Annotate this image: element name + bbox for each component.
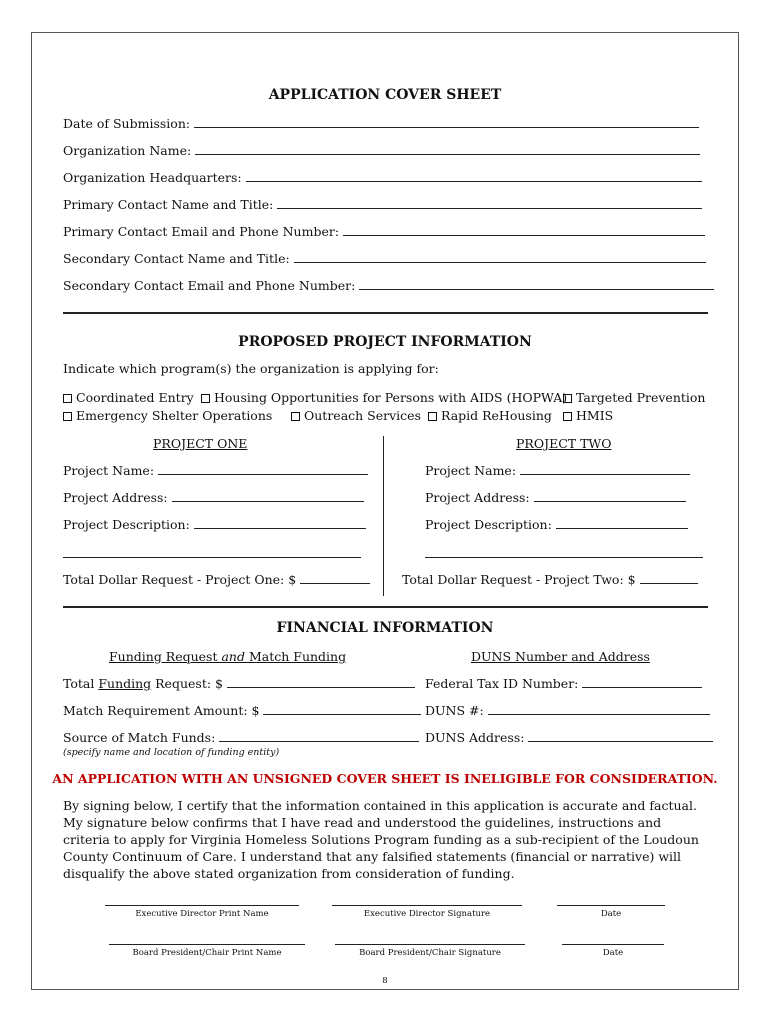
match-requirement-field[interactable]: [63, 703, 421, 718]
field-line[interactable]: [488, 703, 710, 715]
field-line[interactable]: [195, 143, 700, 155]
field-label: Project Description:: [425, 517, 552, 532]
primary-contact-email-field[interactable]: [63, 224, 705, 239]
field-label: Secondary Contact Email and Phone Number:: [63, 278, 356, 293]
field-line[interactable]: [534, 490, 686, 502]
field-line[interactable]: [277, 197, 702, 209]
field-label: Primary Contact Name and Title:: [63, 197, 274, 212]
organization-name-field[interactable]: [63, 143, 700, 158]
federal-tax-id-field[interactable]: [425, 676, 702, 691]
program-checkbox-hmis[interactable]: [563, 408, 613, 423]
exec-print-line[interactable]: [105, 905, 299, 906]
project-two-description-line[interactable]: [425, 557, 703, 558]
field-label: DUNS Address:: [425, 730, 525, 745]
project-one-name-field[interactable]: [63, 463, 368, 478]
duns-number-field[interactable]: [425, 703, 710, 718]
heading-text: Funding Request: [109, 649, 222, 664]
field-line[interactable]: [556, 517, 688, 529]
field-label: Project Name:: [63, 463, 155, 478]
page-title: APPLICATION COVER SHEET: [268, 87, 502, 103]
project-two-address-field[interactable]: [425, 490, 686, 505]
checkbox-label: Rapid ReHousing: [441, 408, 552, 423]
checkbox-icon[interactable]: [63, 412, 72, 421]
secondary-contact-name-field[interactable]: [63, 251, 706, 266]
field-line[interactable]: [520, 463, 690, 475]
field-line[interactable]: [300, 572, 370, 584]
checkbox-icon[interactable]: [201, 394, 210, 403]
checkbox-label: Outreach Services: [304, 408, 421, 423]
field-label: Federal Tax ID Number:: [425, 676, 579, 691]
field-label: Primary Contact Email and Phone Number:: [63, 224, 340, 239]
duns-address-field[interactable]: [425, 730, 713, 745]
field-label: Match Requirement Amount: $: [63, 703, 260, 718]
field-line[interactable]: [582, 676, 702, 688]
unsigned-warning: AN APPLICATION WITH AN UNSIGNED COVER SHEET IS INELIGIBLE FOR CONSIDERATION.: [52, 771, 718, 786]
program-checkbox-targeted-prevention[interactable]: [563, 390, 705, 405]
program-checkbox-hopwa[interactable]: [201, 390, 567, 405]
field-label: Project Address:: [425, 490, 530, 505]
section-divider: [63, 312, 708, 314]
date-line-1[interactable]: [557, 905, 665, 906]
project-section-title: PROPOSED PROJECT INFORMATION: [238, 334, 532, 350]
total-funding-request-field[interactable]: [63, 676, 415, 691]
field-label: Secondary Contact Name and Title:: [63, 251, 290, 266]
heading-text: Match Funding: [245, 649, 347, 664]
project-two-name-field[interactable]: [425, 463, 690, 478]
field-label: Project Description:: [63, 517, 190, 532]
primary-contact-name-field[interactable]: [63, 197, 702, 212]
checkbox-icon[interactable]: [291, 412, 300, 421]
checkbox-icon[interactable]: [63, 394, 72, 403]
board-print-label: Board President/Chair Print Name: [132, 948, 282, 958]
section-divider: [63, 606, 708, 608]
project-one-description-field[interactable]: [63, 517, 366, 532]
field-line[interactable]: [194, 517, 366, 529]
source-note: (specify name and location of funding entity): [63, 747, 280, 758]
checkbox-label: Coordinated Entry: [76, 390, 194, 405]
field-label: Request: $: [151, 676, 223, 691]
program-checkbox-outreach[interactable]: [291, 408, 421, 423]
field-label: Total Dollar Request - Project Two: $: [402, 572, 636, 587]
heading-text-italic: and: [221, 649, 245, 664]
program-checkbox-emergency-shelter[interactable]: [63, 408, 272, 423]
field-line[interactable]: [263, 703, 421, 715]
field-line[interactable]: [246, 170, 702, 182]
exec-sign-label: Executive Director Signature: [363, 909, 491, 919]
date-label-1: Date: [600, 909, 622, 919]
project-one-description-line[interactable]: [63, 557, 361, 558]
field-label: DUNS #:: [425, 703, 484, 718]
project-two-description-field[interactable]: [425, 517, 688, 532]
date-line-2[interactable]: [562, 944, 664, 945]
date-of-submission-field[interactable]: [63, 116, 699, 131]
field-label: Total: [63, 676, 99, 691]
certification-paragraph: By signing below, I certify that the information contained in this application is accurate and factual. My signature below confirms that I have read and understood the guidelines, instructions and criteria to apply for Virginia Homeless Solutions Program funding as a sub-recipient of the Loudoun County Continuum of Care. I understand that any falsified statements (financial or narrative) will disqualify the above stated organization from consideration of funding.: [63, 798, 699, 881]
checkbox-icon[interactable]: [428, 412, 437, 421]
exec-print-label: Executive Director Print Name: [135, 909, 269, 919]
checkbox-icon[interactable]: [563, 394, 572, 403]
duns-heading: DUNS Number and Address: [471, 649, 650, 664]
field-label: Date of Submission:: [63, 116, 191, 131]
date-label-2: Date: [602, 948, 624, 958]
project-one-total-field[interactable]: [63, 572, 370, 587]
field-line[interactable]: [158, 463, 368, 475]
field-label: Total Dollar Request - Project One: $: [63, 572, 297, 587]
board-print-line[interactable]: [109, 944, 305, 945]
field-label: Project Name:: [425, 463, 517, 478]
program-prompt: Indicate which program(s) the organization is applying for:: [63, 361, 439, 376]
exec-sign-line[interactable]: [332, 905, 522, 906]
field-line[interactable]: [640, 572, 698, 584]
funding-heading: [109, 649, 346, 664]
program-checkbox-rapid-rehousing[interactable]: [428, 408, 552, 423]
project-column-divider: [383, 436, 384, 596]
field-line[interactable]: [227, 676, 415, 688]
program-checkbox-coordinated-entry[interactable]: [63, 390, 194, 405]
checkbox-label: HMIS: [576, 408, 614, 423]
field-line[interactable]: [219, 730, 419, 742]
field-label: Source of Match Funds:: [63, 730, 216, 745]
checkbox-label: Targeted Prevention: [576, 390, 706, 405]
field-line[interactable]: [194, 116, 699, 128]
source-of-match-field[interactable]: [63, 730, 419, 745]
board-sign-line[interactable]: [335, 944, 525, 945]
checkbox-label: Housing Opportunities for Persons with AIDS (HOPWA): [214, 390, 568, 405]
secondary-contact-email-field[interactable]: [63, 278, 714, 293]
project-one-address-field[interactable]: [63, 490, 364, 505]
page-number: 8: [382, 976, 388, 986]
field-label: Organization Name:: [63, 143, 192, 158]
project-two-total-field[interactable]: [402, 572, 698, 587]
field-label: Organization Headquarters:: [63, 170, 242, 185]
field-line[interactable]: [528, 730, 713, 742]
field-line[interactable]: [343, 224, 705, 236]
field-label: Funding: [98, 676, 152, 691]
checkbox-icon[interactable]: [563, 412, 572, 421]
field-line[interactable]: [359, 278, 714, 290]
field-label: Project Address:: [63, 490, 168, 505]
field-line[interactable]: [172, 490, 364, 502]
project-one-heading: PROJECT ONE: [153, 436, 248, 451]
project-two-heading: PROJECT TWO: [516, 436, 612, 451]
organization-headquarters-field[interactable]: [63, 170, 702, 185]
field-line[interactable]: [294, 251, 706, 263]
checkbox-label: Emergency Shelter Operations: [76, 408, 273, 423]
financial-section-title: FINANCIAL INFORMATION: [276, 620, 494, 636]
board-sign-label: Board President/Chair Signature: [359, 948, 501, 958]
